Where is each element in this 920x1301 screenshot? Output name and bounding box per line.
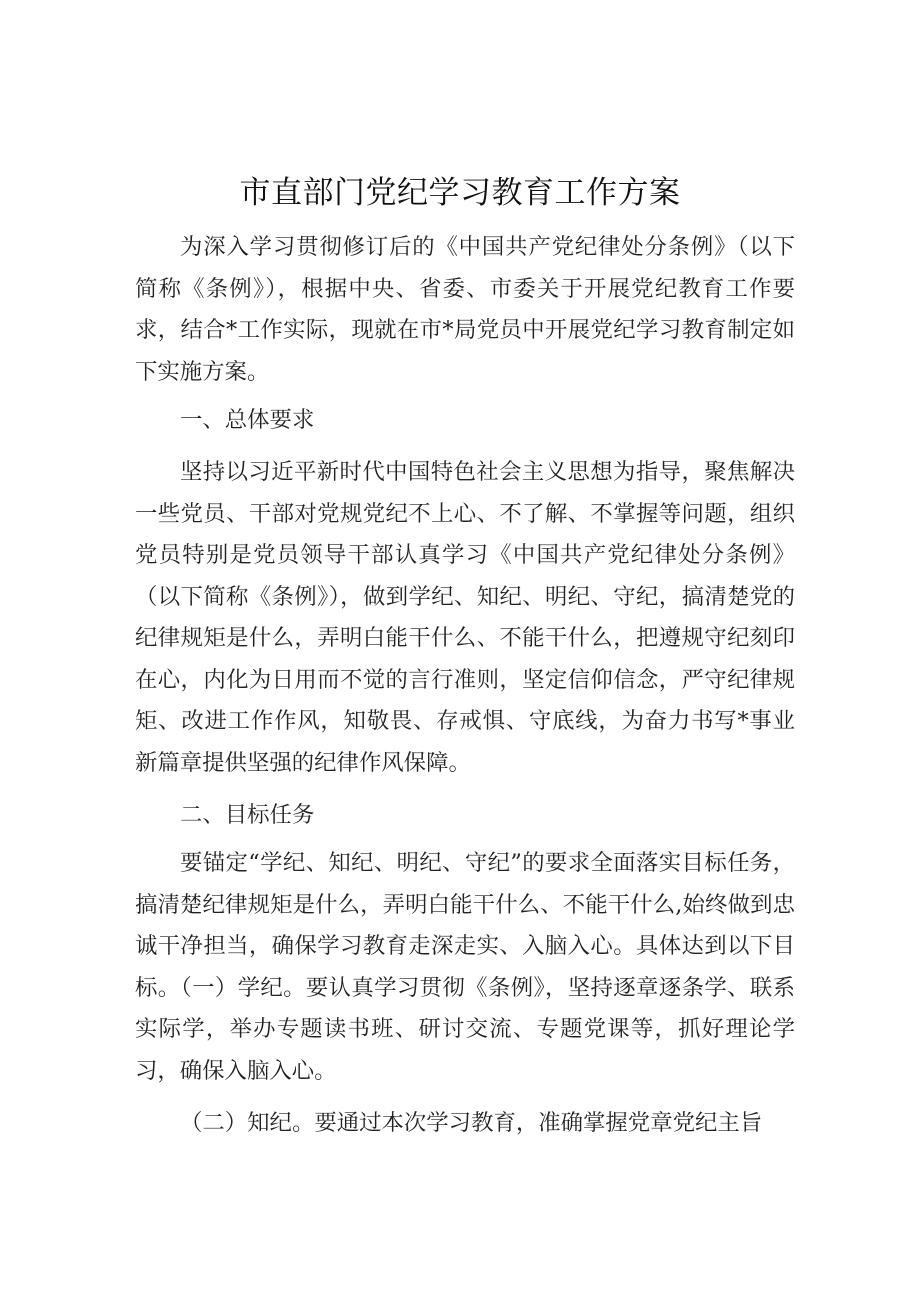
intro-paragraph: 为深入学习贯彻修订后的《中国共产党纪律处分条例》（以下简称《条例》），根据中央、省委、市委关于开展党纪教育工作要求，结合*工作实际，现就在市*局党员中开展党纪学习教育制定如下实施方案。 [135, 234, 795, 385]
goals-tasks-paragraph: 要锚定“学纪、知纪、明纪、守纪”的要求全面落实目标任务，搞清楚纪律规矩是什么，弄明白能干什么、不能干什么,始终做到忠诚干净担当，确保学习教育走深走实、入脑入心。具体达到以下目标。（一）学纪。要认真学习贯彻《条例》，坚持逐章逐条学、联系实际学，举办专题读书班、研讨交流、专题党课等，抓好理论学习，确保入脑入心。 [135, 850, 795, 1084]
document-title: 市直部门党纪学习教育工作方案 [239, 175, 681, 211]
section-heading-goals-tasks: 二、目标任务 [180, 802, 315, 828]
section-heading-general-requirements: 一、总体要求 [180, 407, 315, 433]
general-requirements-paragraph: 坚持以习近平新时代中国特色社会主义思想为指导，聚焦解决一些党员、干部对党规党纪不上心、不了解、不掌握等问题，组织党员特别是党员领导干部认真学习《中国共产党纪律处分条例》（以下简称《条例》），做到学纪、知纪、明纪、守纪，搞清楚党的纪律规矩是什么，弄明白能干什么、不能干什么，把遵规守纪刻印在心，内化为日用而不觉的言行准则，坚定信仰信念，严守纪律规矩、改进工作作风，知敬畏、存戒惧、守底线，为奋力书写*事业新篇章提供坚强的纪律作风保障。 [135, 459, 795, 776]
item-know-discipline-paragraph: （二）知纪。要通过本次学习教育，准确掌握党章党纪主旨 [180, 1110, 763, 1136]
